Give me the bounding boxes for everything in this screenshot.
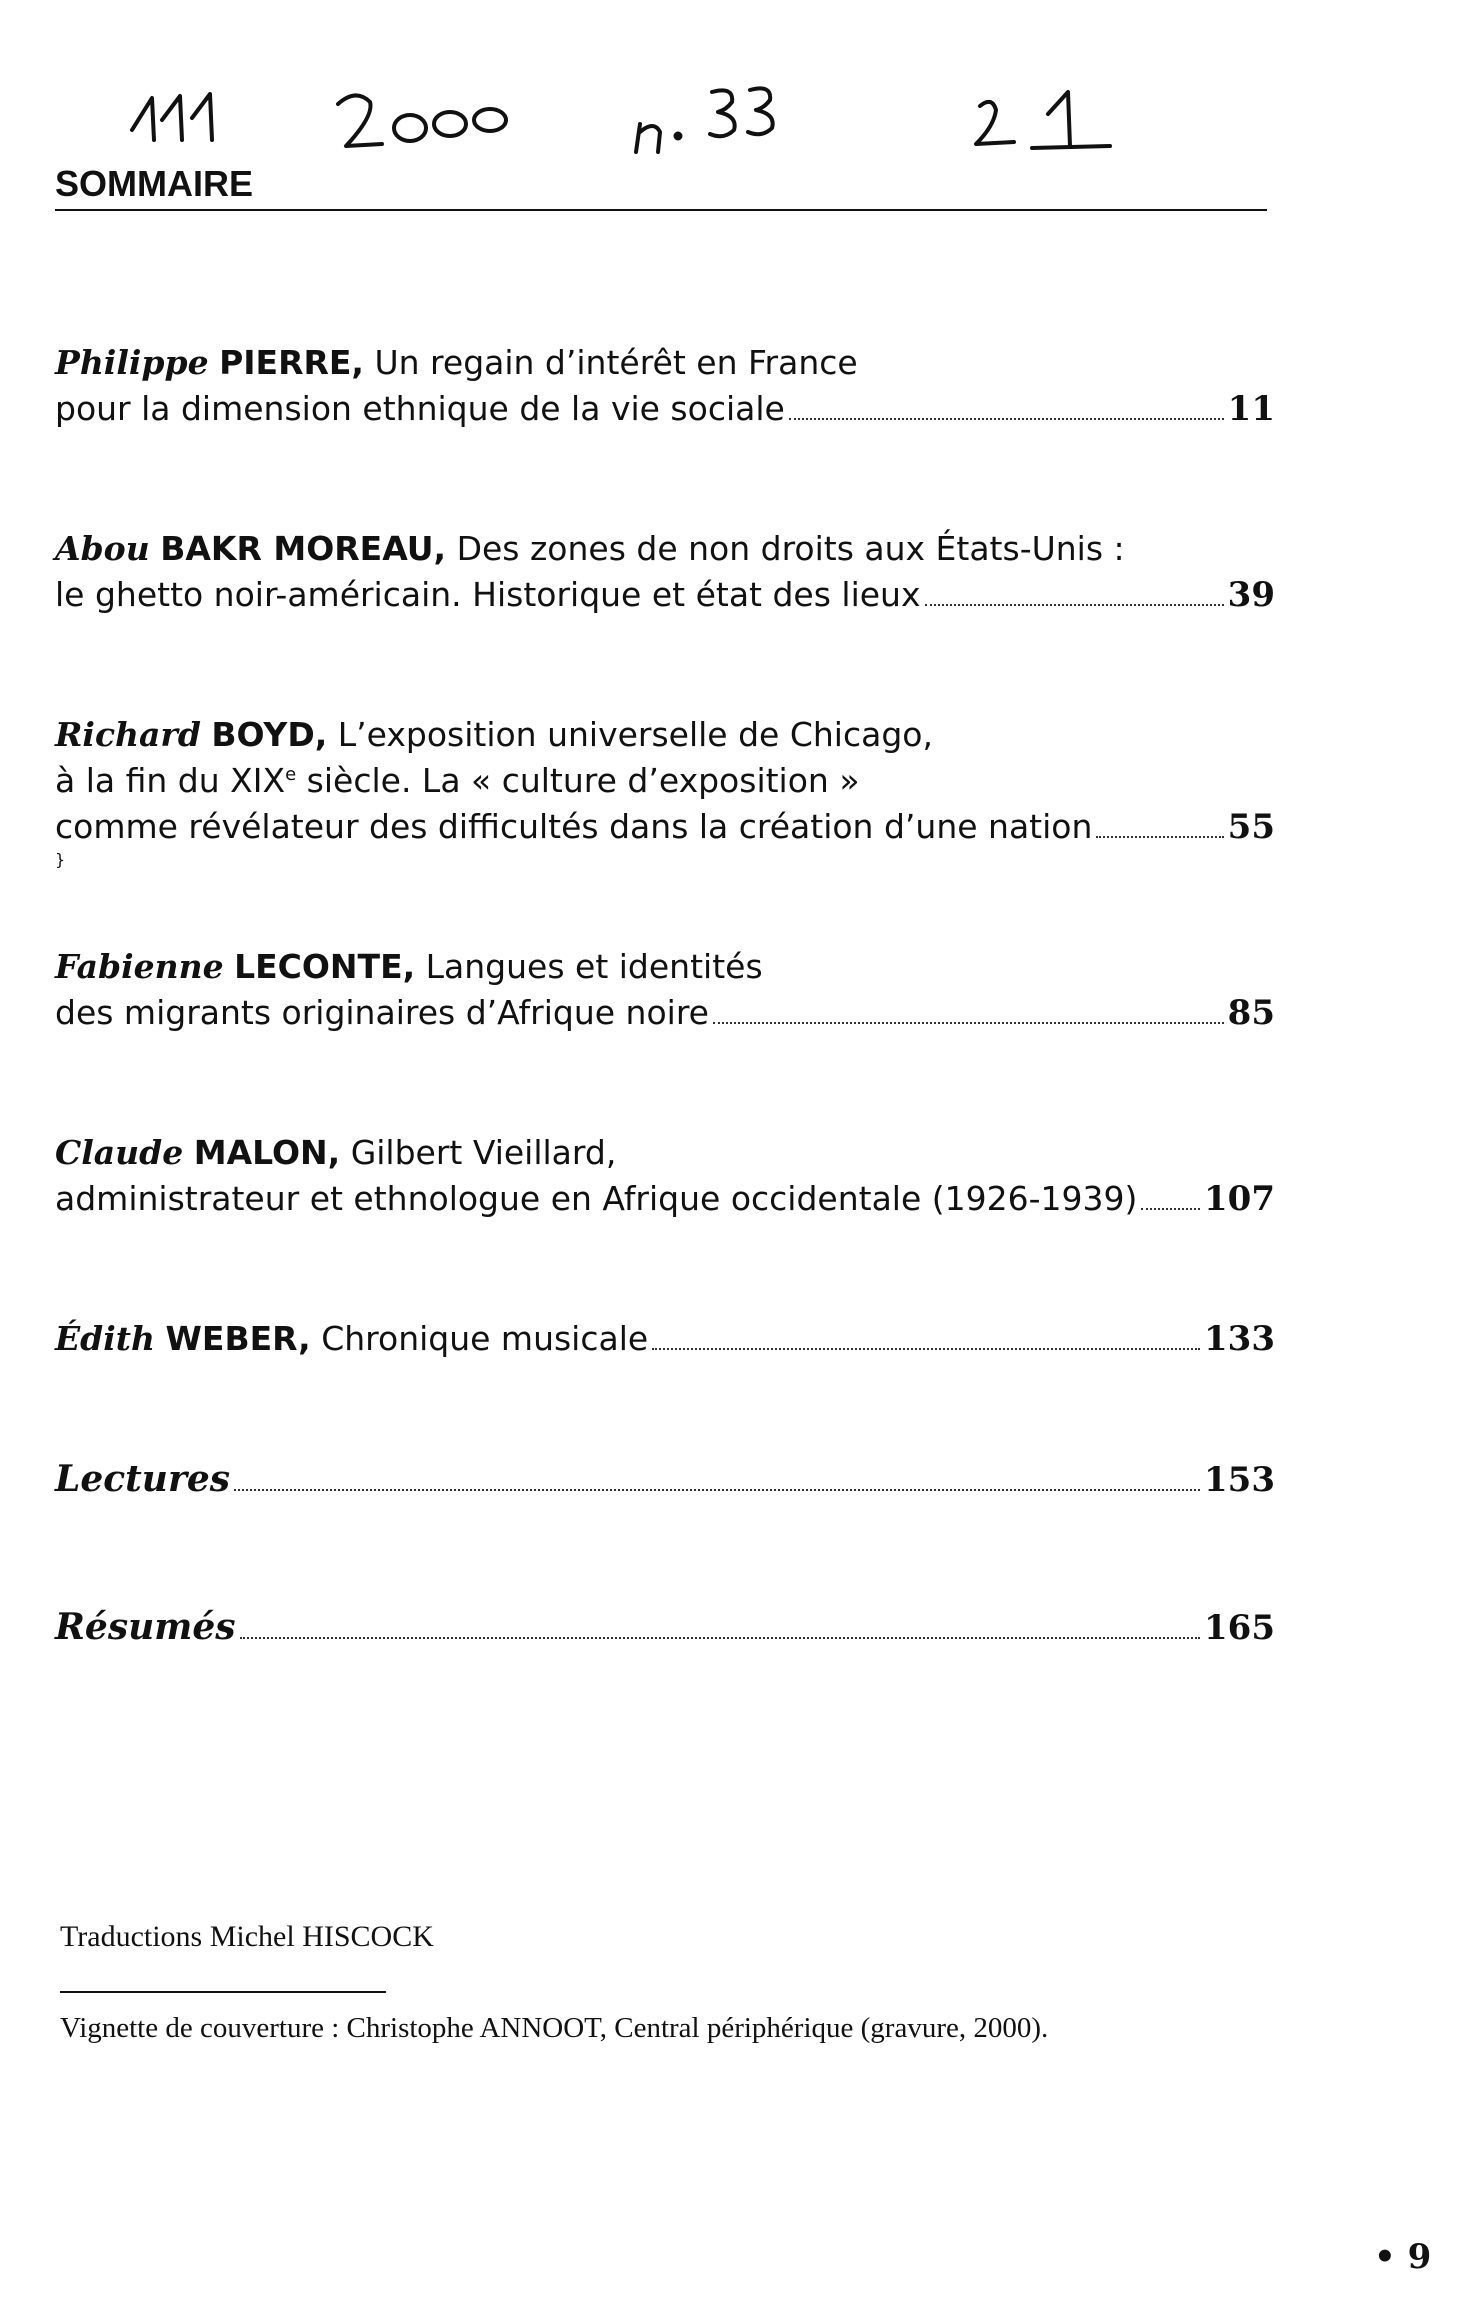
entry-heading-line bbox=[55, 1130, 1275, 1176]
handwriting-drawing bbox=[120, 60, 1170, 180]
dot-leader bbox=[925, 604, 1224, 606]
entry-leader-line bbox=[55, 1176, 1275, 1222]
section-leader-line bbox=[55, 1454, 1275, 1505]
author-last-name: BOYD, bbox=[211, 715, 328, 754]
dot-leader bbox=[789, 418, 1224, 420]
title-divider bbox=[55, 209, 1267, 211]
entry-heading-line bbox=[55, 712, 1275, 758]
entry-heading-line bbox=[55, 340, 1275, 386]
toc-section bbox=[55, 1602, 1275, 1653]
footnote-divider bbox=[60, 1991, 386, 1993]
page-number: 55 bbox=[1227, 807, 1275, 847]
article-title-line: administrateur et ethnologue en Afrique occidentale (1926-1939) bbox=[55, 1179, 1138, 1218]
translation-credits: Traductions Michel HISCOCK bbox=[60, 1920, 434, 1953]
entry-heading-line bbox=[55, 526, 1275, 572]
entry-heading bbox=[55, 1316, 648, 1362]
article-title-line: Chronique musicale bbox=[321, 1319, 649, 1358]
article-title-line: comme révélateur des difficultés dans la création d’une nation bbox=[55, 807, 1093, 846]
author-first-name: Claude bbox=[55, 1133, 184, 1172]
dot-leader bbox=[1096, 836, 1223, 838]
article-title-line: Des zones de non droits aux États-Unis : bbox=[456, 529, 1125, 568]
dot-leader bbox=[1141, 1208, 1200, 1210]
toc-entry bbox=[55, 1130, 1275, 1222]
dot-leader bbox=[240, 1637, 1200, 1639]
section-leader-line bbox=[55, 1602, 1275, 1653]
page-number: 133 bbox=[1204, 1319, 1275, 1359]
page-number: 85 bbox=[1227, 993, 1275, 1033]
entry-leader-line bbox=[55, 804, 1275, 850]
author-first-name: Fabienne bbox=[55, 947, 224, 986]
dot-leader bbox=[713, 1022, 1224, 1024]
page-number: 39 bbox=[1227, 575, 1275, 615]
article-title-line: Langues et identités bbox=[425, 947, 763, 986]
author-first-name: Abou bbox=[55, 529, 150, 568]
page-folio: • 9 bbox=[1374, 2237, 1432, 2277]
author-first-name: Philippe bbox=[55, 343, 209, 382]
article-title-line: siècle. La « culture d’exposition » bbox=[306, 761, 860, 800]
cover-note: Vignette de couverture : Christophe ANNOOT, Central périphérique (gravure, 2000). bbox=[60, 2012, 1049, 2044]
entry-heading-line bbox=[55, 944, 1275, 990]
author-first-name: Richard bbox=[55, 715, 201, 754]
entry-leader-line bbox=[55, 1316, 1275, 1362]
page-number: 153 bbox=[1204, 1460, 1275, 1500]
dot-leader bbox=[234, 1489, 1200, 1491]
entry-leader-line bbox=[55, 990, 1275, 1036]
page-number: 165 bbox=[1204, 1608, 1275, 1648]
dot-leader bbox=[652, 1348, 1200, 1350]
entry-continuation-line bbox=[55, 758, 1275, 804]
page-title: SOMMAIRE bbox=[55, 163, 253, 204]
toc-section bbox=[55, 1454, 1275, 1505]
entry-leader-line bbox=[55, 572, 1275, 618]
article-title-line: pour la dimension ethnique de la vie sociale bbox=[55, 389, 785, 428]
article-title-line: des migrants originaires d’Afrique noire bbox=[55, 993, 709, 1032]
toc-entry bbox=[55, 944, 1275, 1036]
section-title: Lectures bbox=[55, 1458, 231, 1500]
article-title-line: Gilbert Vieillard, bbox=[350, 1133, 617, 1172]
author-last-name: LECONTE, bbox=[234, 947, 416, 986]
toc-entry bbox=[55, 1316, 1275, 1362]
entry-leader-line bbox=[55, 386, 1275, 432]
author-first-name: Édith bbox=[55, 1319, 155, 1358]
section-title: Résumés bbox=[55, 1606, 236, 1648]
article-title-line: Un regain d’intérêt en France bbox=[374, 343, 858, 382]
page-number: 107 bbox=[1204, 1179, 1275, 1219]
toc-entry bbox=[55, 340, 1275, 432]
author-last-name: WEBER, bbox=[165, 1319, 311, 1358]
superscript: e bbox=[285, 764, 297, 785]
handwritten-note bbox=[120, 60, 1170, 180]
toc-entry: Richard BOYD, L’exposition universelle de Chicago, à la fin du XIXe siècle. La « culture d’exposition » comme révélateur des difficultés dans la création d’une nation 55 } bbox=[55, 712, 1275, 869]
toc-entry bbox=[55, 526, 1275, 618]
page-number: 11 bbox=[1227, 389, 1275, 429]
article-title-line: L’exposition universelle de Chicago, bbox=[337, 715, 933, 754]
author-last-name: PIERRE, bbox=[219, 343, 364, 382]
article-title-line: le ghetto noir-américain. Historique et état des lieux bbox=[55, 575, 921, 614]
author-last-name: MALON, bbox=[193, 1133, 341, 1172]
article-title-line: à la fin du XIX bbox=[55, 761, 286, 800]
author-last-name: BAKR MOREAU, bbox=[160, 529, 447, 568]
